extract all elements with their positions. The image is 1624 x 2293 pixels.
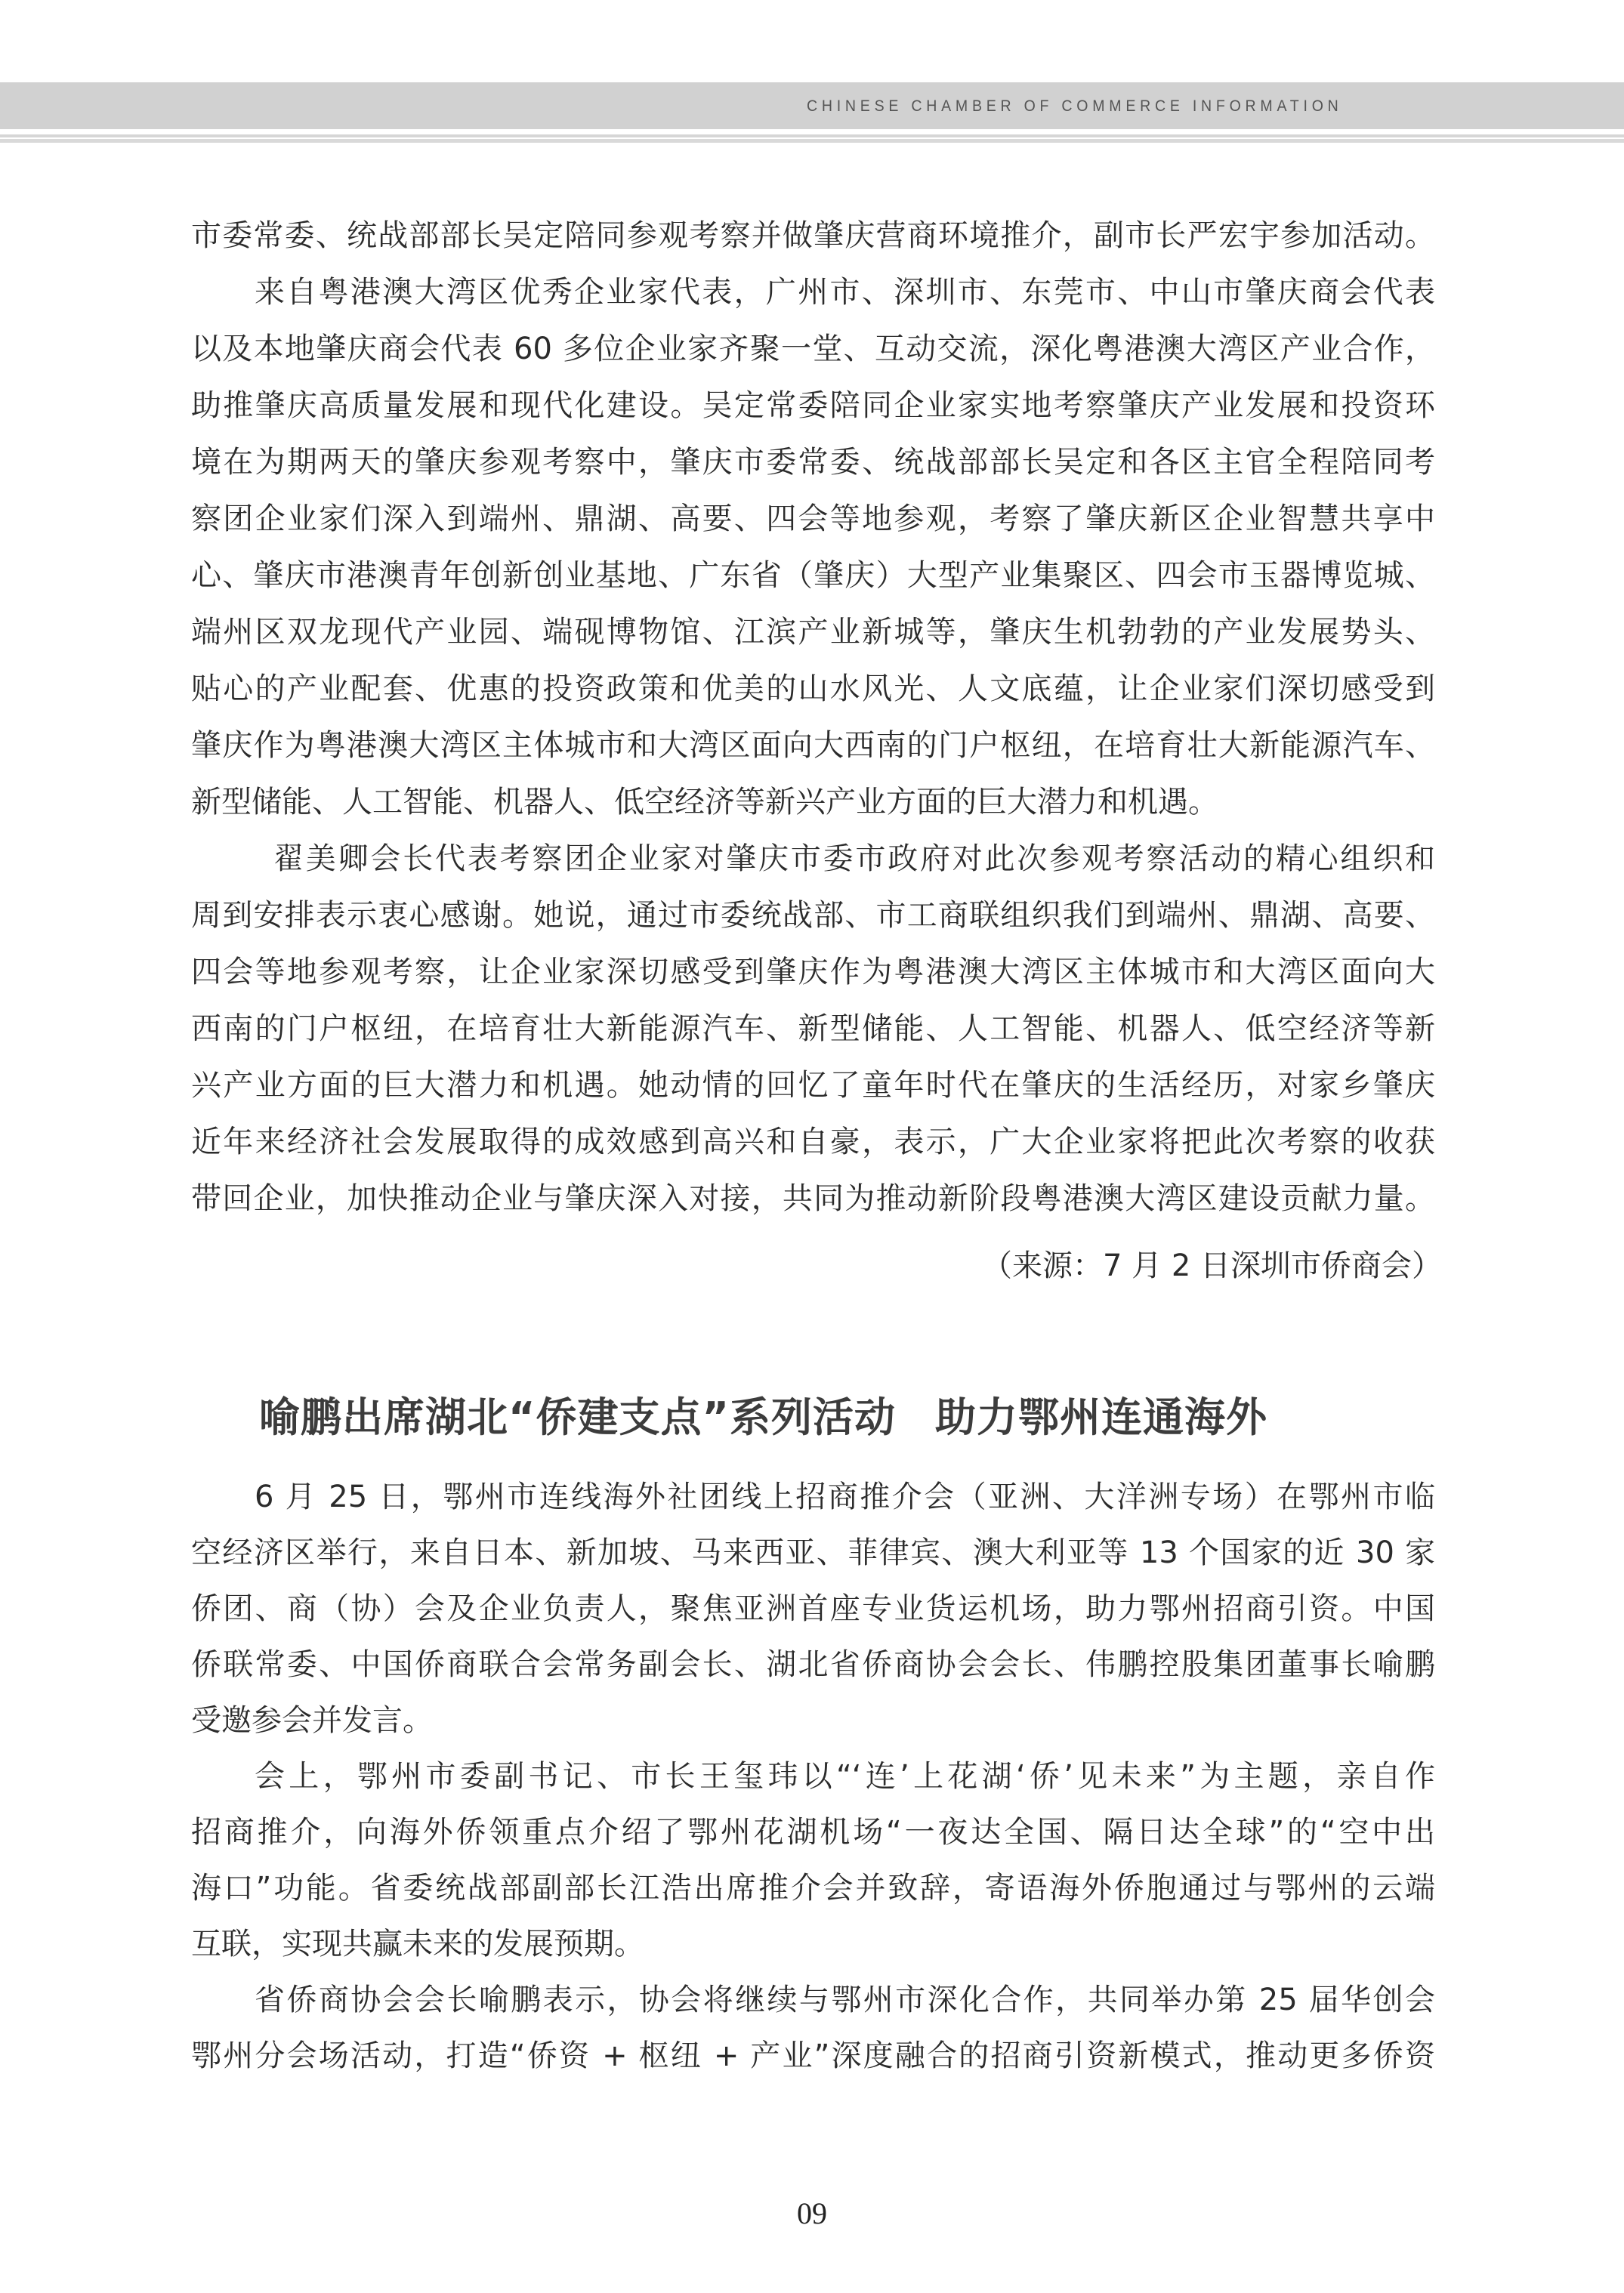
page-number: 09 — [797, 2196, 827, 2230]
running-header-title: CHINESE CHAMBER OF COMMERCE INFORMATION — [807, 97, 1343, 115]
header-rule — [0, 139, 1624, 143]
article-source: （来源：7 月 2 日深圳市侨商会） — [982, 1248, 1443, 1283]
body-line: 翟美卿会长代表考察团企业家对肇庆市委市政府对此次参观考察活动的精心组织和 — [273, 841, 1435, 876]
body-line: 会上，鄂州市委副书记、市长王玺玮以“‘连’上花湖‘侨’见未来”为主题，亲自作 — [255, 1759, 1435, 1794]
body-line: 助推肇庆高质量发展和现代化建设。吴定常委陪同企业家实地考察肇庆产业发展和投资环 — [191, 388, 1435, 423]
body-line: 侨联常委、中国侨商联合会常务副会长、湖北省侨商协会会长、伟鹏控股集团董事长喻鹏 — [191, 1647, 1435, 1682]
article-2-headline — [259, 1391, 1369, 1444]
body-line: 近年来经济社会发展取得的成效感到高兴和自豪，表示，广大企业家将把此次考察的收获 — [191, 1125, 1435, 1159]
body-line: 侨团、商（协）会及企业负责人，聚焦亚洲首座专业货运机场，助力鄂州招商引资。中国 — [191, 1591, 1435, 1626]
body-line: 端州区双龙现代产业园、端砚博物馆、江滨产业新城等，肇庆生机勃勃的产业发展势头、 — [191, 615, 1435, 650]
article-2-body — [191, 1469, 1435, 2084]
article-1-body — [191, 208, 1435, 1227]
body-line: 肇庆作为粤港澳大湾区主体城市和大湾区面向大西南的门户枢纽，在培育壮大新能源汽车、 — [191, 728, 1435, 763]
body-line: 6 月 25 日，鄂州市连线海外社团线上招商推介会（亚洲、大洋洲专场）在鄂州市临 — [255, 1480, 1435, 1514]
body-line: 兴产业方面的巨大潜力和机遇。她动情的回忆了童年时代在肇庆的生活经历，对家乡肇庆 — [191, 1068, 1435, 1103]
body-line: 境在为期两天的肇庆参观考察中，肇庆市委常委、统战部部长吴定和各区主官全程陪同考 — [191, 445, 1435, 480]
body-line: 鄂州分会场活动，打造“侨资 + 枢纽 + 产业”深度融合的招商引资新模式，推动更多侨资 — [191, 2038, 1435, 2073]
body-line: 心、肇庆市港澳青年创新创业基地、广东省（肇庆）大型产业集聚区、四会市玉器博览城、 — [191, 558, 1435, 593]
body-line: 察团企业家们深入到端州、鼎湖、高要、四会等地参观，考察了肇庆新区企业智慧共享中 — [191, 501, 1435, 536]
body-line: 互联，实现共赢未来的发展预期。 — [191, 1927, 644, 1961]
body-line: 来自粤港澳大湾区优秀企业家代表，广州市、深圳市、东莞市、中山市肇庆商会代表 — [255, 275, 1435, 310]
body-line: 带回企业，加快推动企业与肇庆深入对接，共同为推动新阶段粤港澳大湾区建设贡献力量。 — [191, 1181, 1435, 1216]
header-rule — [0, 134, 1624, 137]
body-line: 贴心的产业配套、优惠的投资政策和优美的山水风光、人文底蕴，让企业家们深切感受到 — [191, 671, 1435, 706]
headline-main: 喻鹏出席湖北“侨建支点”系列活动 — [259, 1393, 896, 1441]
body-line: 西南的门户枢纽，在培育壮大新能源汽车、新型储能、人工智能、机器人、低空经济等新 — [191, 1011, 1435, 1046]
body-line: 新型储能、人工智能、机器人、低空经济等新兴产业方面的巨大潜力和机遇。 — [191, 785, 1218, 819]
headline-sub: 助力鄂州连通海外 — [934, 1393, 1267, 1441]
body-line: 四会等地参观考察，让企业家深切感受到肇庆作为粤港澳大湾区主体城市和大湾区面向大 — [191, 955, 1435, 989]
body-line: 周到安排表示衷心感谢。她说，通过市委统战部、市工商联组织我们到端州、鼎湖、高要、 — [191, 898, 1435, 933]
body-line: 海口”功能。省委统战部副部长江浩出席推介会并致辞，寄语海外侨胞通过与鄂州的云端 — [191, 1871, 1435, 1906]
body-line: 市委常委、统战部部长吴定陪同参观考察并做肇庆营商环境推介，副市长严宏宇参加活动。 — [191, 218, 1435, 253]
body-line: 空经济区举行，来自日本、新加坡、马来西亚、菲律宾、澳大利亚等 13 个国家的近 30 家 — [191, 1535, 1435, 1570]
body-line: 招商推介，向海外侨领重点介绍了鄂州花湖机场“一夜达全国、隔日达全球”的“空中出 — [191, 1815, 1435, 1850]
body-line: 以及本地肇庆商会代表 60 多位企业家齐聚一堂、互动交流，深化粤港澳大湾区产业合作， — [191, 332, 1435, 366]
body-line: 省侨商协会会长喻鹏表示，协会将继续与鄂州市深化合作，共同举办第 25 届华创会 — [255, 1983, 1435, 2017]
body-line: 受邀参会并发言。 — [191, 1703, 433, 1738]
